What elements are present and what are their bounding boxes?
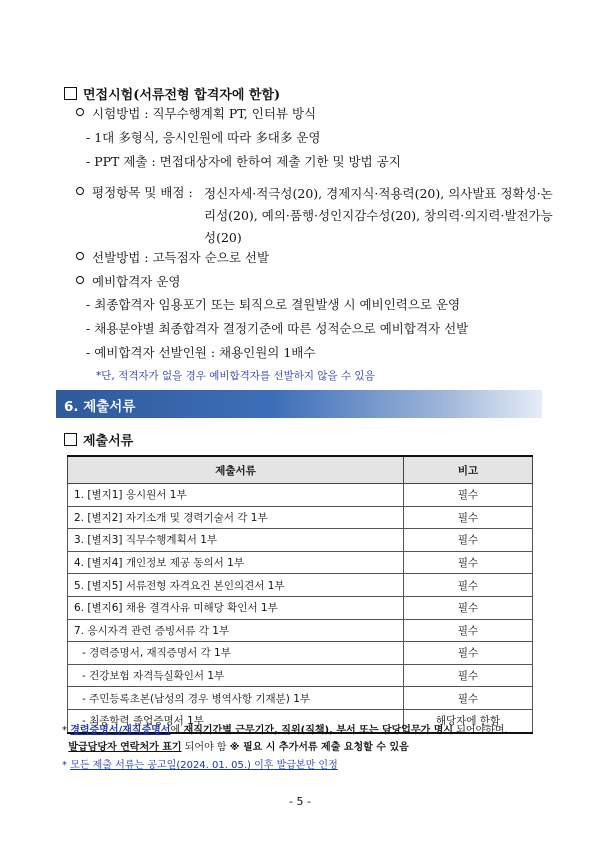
reserve-detail-2: - 채용분야별 최종합격자 결정기준에 따른 성적순으로 예비합격자 선발 — [86, 321, 469, 336]
doc-cell: 1. [별지1] 응시원서 1부 — [68, 484, 404, 507]
doc-cell: 6. [별지6] 채용 결격사유 미해당 확인서 1부 — [68, 596, 404, 619]
reserve-note: *단, 적격자가 없을 경우 예비합격자를 선발하지 않을 수 있음 — [96, 370, 375, 382]
table-header-row — [68, 456, 533, 484]
documents-heading: 제출서류 — [64, 430, 133, 449]
doc-cell: 7. 응시자격 관련 증빙서류 각 1부 — [68, 619, 404, 642]
page-number: - 5 - — [289, 795, 311, 808]
documents-table — [67, 455, 533, 734]
remark-cell: 해당자에 한함 — [404, 709, 533, 732]
section-banner — [56, 390, 542, 418]
column-header-remarks: 비고 — [404, 456, 533, 484]
doc-cell: 2. [별지2] 자기소개 및 경력기술서 각 1부 — [68, 506, 404, 529]
reserve-detail-3: - 예비합격자 선발인원 : 채용인원의 1배수 — [86, 345, 316, 360]
table-row — [68, 642, 533, 665]
doc-cell: 3. [별지3] 직무수행계획서 1부 — [68, 529, 404, 552]
table-row — [68, 664, 533, 687]
table-row — [68, 506, 533, 529]
table-row — [68, 529, 533, 552]
table-row — [68, 596, 533, 619]
grading-items: 정신자세·적극성(20), 경제지식·적용력(20), 의사발표 정확성·논리성(20), 예의·품행·성인지감수성(20), 창의력·의지력·발전가능성(20) — [204, 186, 553, 245]
remark-cell: 필수 — [404, 529, 533, 552]
remark-cell: 필수 — [404, 574, 533, 597]
doc-cell: - 경력증명서, 재직증명서 각 1부 — [68, 642, 404, 665]
remark-cell: 필수 — [404, 506, 533, 529]
remark-cell: 필수 — [404, 642, 533, 665]
column-header-documents: 제출서류 — [68, 456, 404, 484]
selection-method: 선발방법 : 고득점자 순으로 선발 — [76, 250, 269, 266]
circle-bullet-icon — [76, 276, 84, 284]
doc-cell: - 최종학력 졸업증명서 1부 — [68, 709, 404, 732]
remark-cell: 필수 — [404, 596, 533, 619]
footnote-career-certificate: * 경력증명서/재직증명서에 재직기간별 근무기간, 직위(직책), 부서 또는 담당업무가 명시 되어야하며, 발급담당자 연락처가 표기 되어야 함 ※ 필요 시 추가서류 제출 요청할 수 있음 — [62, 725, 508, 753]
circle-bullet-icon — [76, 187, 84, 195]
doc-cell: - 주민등록초본(남성의 경우 병역사항 기재분) 1부 — [68, 687, 404, 710]
reserve-detail-1: - 최종합격자 임용포기 또는 퇴직으로 결원발생 시 예비인력으로 운영 — [86, 297, 461, 312]
table-row — [68, 619, 533, 642]
exam-method: 시험방법 : 직무수행계획 PT, 인터뷰 방식 — [76, 106, 316, 122]
circle-bullet-icon — [76, 108, 84, 116]
reserve-heading: 예비합격자 운영 — [76, 274, 181, 290]
section-title: 6. 제출서류 — [64, 399, 136, 415]
remark-cell: 필수 — [404, 687, 533, 710]
exam-method-detail-1: - 1대 多형식, 응시인원에 따라 多대多 운영 — [86, 130, 321, 145]
doc-cell: - 건강보험 자격득실확인서 1부 — [68, 664, 404, 687]
remark-cell: 필수 — [404, 664, 533, 687]
remark-cell: 필수 — [404, 619, 533, 642]
interview-heading: 면접시험(서류전형 합격자에 한함) — [64, 84, 280, 103]
square-bullet-icon — [64, 87, 77, 100]
table-row — [68, 551, 533, 574]
exam-method-detail-2: - PPT 제출 : 면접대상자에 한하여 제출 기한 및 방법 공지 — [86, 154, 401, 169]
table-row — [68, 687, 533, 710]
table-row — [68, 574, 533, 597]
doc-cell: 4. [별지4] 개인정보 제공 동의서 1부 — [68, 551, 404, 574]
grading-label: 평정항목 및 배점 : — [76, 183, 193, 201]
doc-cell: 5. [별지5] 서류전형 자격요건 본인의견서 1부 — [68, 574, 404, 597]
table-row — [68, 484, 533, 507]
square-bullet-icon — [64, 433, 77, 446]
remark-cell: 필수 — [404, 484, 533, 507]
circle-bullet-icon — [76, 252, 84, 260]
footnote-issue-date: * 모든 제출 서류는 공고일(2024. 01. 05.) 이후 발급본만 인정 — [62, 760, 338, 771]
remark-cell: 필수 — [404, 551, 533, 574]
